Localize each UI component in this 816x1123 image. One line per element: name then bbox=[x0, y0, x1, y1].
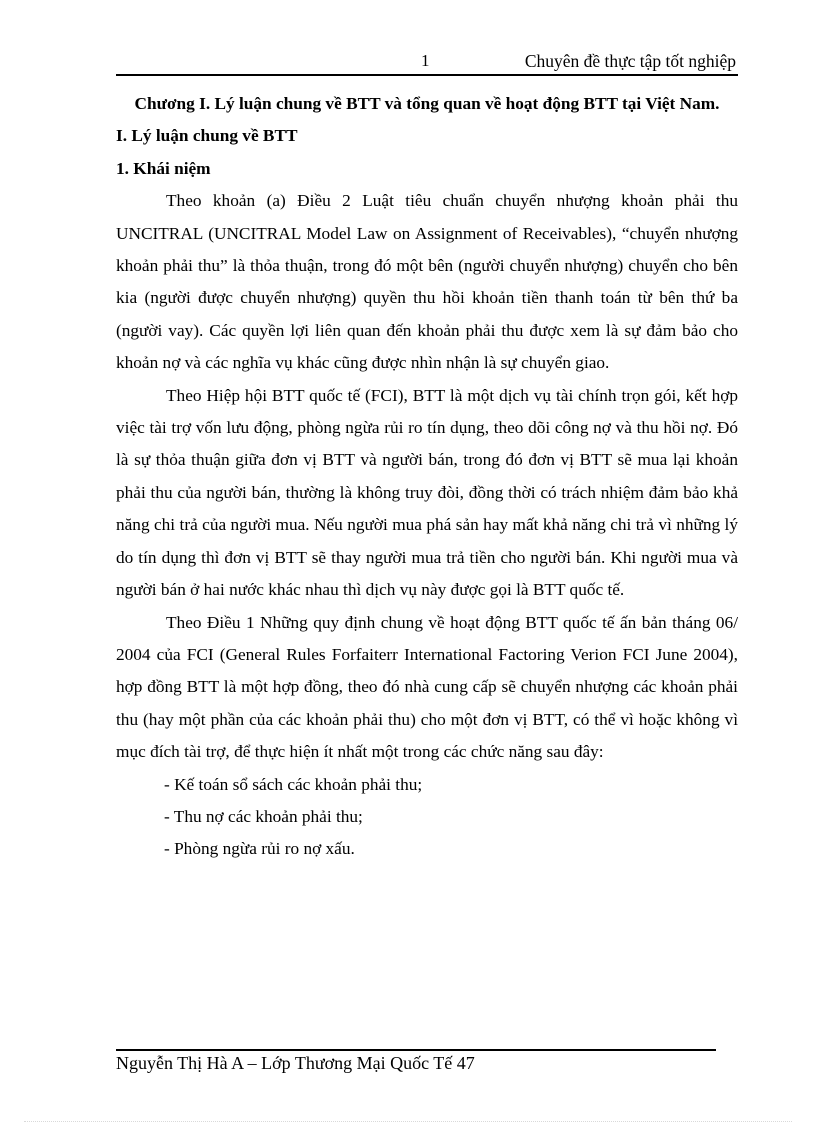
chapter-title: Chương I. Lý luận chung về BTT và tổng quan về hoạt động BTT tại Việt Nam. bbox=[134, 94, 720, 113]
page-number: 1 bbox=[421, 51, 430, 70]
paragraph: Theo Hiệp hội BTT quốc tế (FCI), BTT là một dịch vụ tài chính trọn gói, kết hợp việc tài trợ vốn lưu động, phòng ngừa rủi ro tín dụng, theo dõi công nợ và thu hồi nợ. Đó là sự thỏa thuận giữa đơn vị BTT và người bán, trong đó đơn vị BTT sẽ mua lại khoản phải thu của người bán, thường là không truy đòi, đồng thời có trách nhiệm đảm bảo khả năng chi trả của người mua. Nếu người mua phá sản hay mất khả năng chi trả vì những lý do tín dụng thì đơn vị BTT sẽ thay người mua trả tiền cho người bán. Khi người mua và người bán ở hai nước khác nhau thì dịch vụ này được gọi là BTT quốc tế. bbox=[116, 385, 738, 600]
page-header bbox=[116, 48, 738, 76]
paragraph: Theo khoản (a) Điều 2 Luật tiêu chuẩn chuyển nhượng khoản phải thu UNCITRAL (UNCITRAL Model Law on Assignment of Receivables), “chuyển nhượng khoản phải thu” là thỏa thuận, trong đó một bên (người chuyển nhượng) chuyển cho bên kia (người được chuyển nhượng) quyền thu hồi khoản tiền thanh toán từ bên thứ ba (người vay). Các quyền lợi liên quan đến khoản phải thu được xem là sự đảm bảo cho khoản nợ và các nghĩa vụ khác cũng được nhìn nhận là sự chuyển giao. bbox=[116, 191, 738, 373]
page-footer: Nguyễn Thị Hà A – Lớp Thương Mại Quốc Tế 47 bbox=[116, 1053, 475, 1073]
section-heading: I. Lý luận chung về BTT bbox=[116, 126, 298, 146]
page-bottom-edge bbox=[24, 1121, 792, 1122]
footer-divider bbox=[116, 1049, 716, 1051]
list-item: - Phòng ngừa rủi ro nợ xấu. bbox=[164, 839, 355, 859]
header-title: Chuyên đề thực tập tốt nghiệp bbox=[524, 51, 736, 71]
subsection-heading: 1. Khái niệm bbox=[116, 158, 211, 178]
paragraph: Theo Điều 1 Những quy định chung về hoạt động BTT quốc tế ấn bản tháng 06/ 2004 của FCI (General Rules Forfaiterr International Factoring Verion FCI June 2004), hợp đồng BTT là một hợp đồng, theo đó nhà cung cấp sẽ chuyển nhượng các khoản phải thu (hay một phần của các khoản phải thu) cho một đơn vị BTT, có thể vì hoặc không vì mục đích tài trợ, để thực hiện ít nhất một trong các chức năng sau đây: bbox=[116, 612, 738, 762]
list-item: - Thu nợ các khoản phải thu; bbox=[164, 806, 363, 826]
document-body bbox=[116, 88, 738, 866]
list-item: - Kế toán sổ sách các khoản phải thu; bbox=[164, 774, 423, 794]
